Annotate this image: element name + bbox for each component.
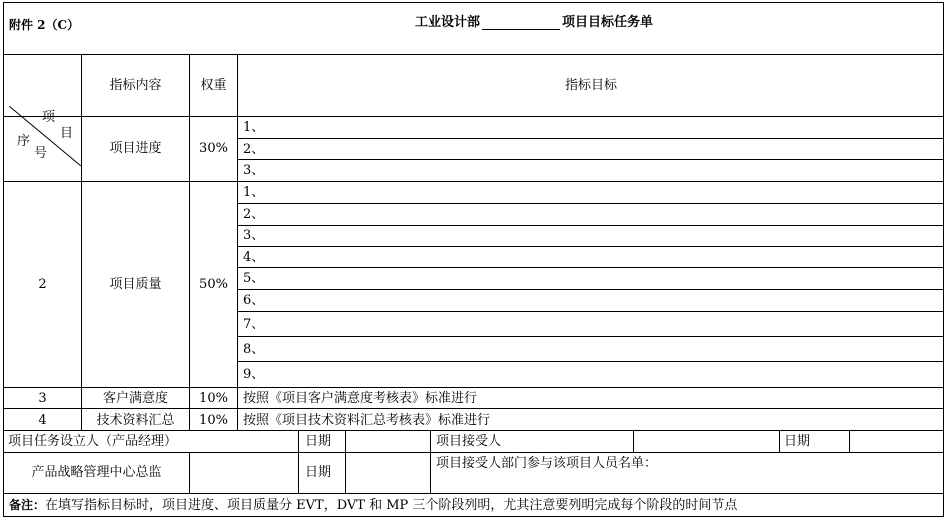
progress-item-3[interactable]: 3、	[243, 163, 265, 178]
quality-item-8[interactable]: 8、	[243, 342, 265, 357]
row-quality-name: 项目质量	[109, 277, 162, 292]
rule-quality-7	[237, 336, 944, 337]
quality-item-9[interactable]: 9、	[243, 367, 265, 382]
quality-item-2[interactable]: 2、	[243, 207, 265, 222]
col-rule-weight	[237, 54, 238, 430]
rule-satisfaction-end	[3, 408, 944, 409]
col-rule-date2-right	[849, 430, 850, 452]
quality-item-6[interactable]: 6、	[243, 293, 265, 308]
rule-quality-3	[237, 246, 944, 247]
col-head-weight: 权重	[200, 78, 227, 93]
row-tech-no: 4	[38, 413, 47, 428]
row-tech-name: 技术资料汇总	[96, 413, 175, 428]
diag-label-hao: 号	[34, 146, 48, 161]
row-satisfaction-target: 按照《项目客户满意度考核表》标准进行	[243, 391, 478, 406]
rule-quality-6	[237, 311, 944, 312]
col-rule-content	[189, 54, 190, 430]
receiver-label: 项目接受人	[436, 434, 502, 449]
col-head-content: 指标内容	[109, 78, 162, 93]
participants-label: 项目接受人部门参与该项目人员名单：	[436, 456, 658, 471]
col-rule-date-left	[298, 430, 299, 493]
title-suffix: 项目目标任务单	[562, 15, 654, 30]
rule-quality-5	[237, 289, 944, 290]
row-progress-weight: 30%	[199, 141, 228, 156]
col-rule-director	[189, 452, 190, 493]
rule-quality-1	[237, 203, 944, 204]
row-quality-weight: 50%	[199, 277, 228, 292]
quality-item-5[interactable]: 5、	[243, 271, 265, 286]
rule-progress-end	[3, 181, 944, 182]
quality-item-1[interactable]: 1、	[243, 185, 265, 200]
rule-quality-4	[237, 267, 944, 268]
col-rule-date-right	[345, 430, 346, 493]
director-date-label: 日期	[305, 465, 332, 480]
note-label: 备注：	[9, 498, 46, 512]
task-setter-label: 项目任务设立人（产品经理）	[8, 434, 178, 449]
row-satisfaction-weight: 10%	[199, 391, 228, 406]
project-name-blank[interactable]	[482, 15, 560, 30]
col-rule-receiver-value	[633, 430, 634, 452]
row-tech-target: 按照《项目技术资料汇总考核表》标准进行	[243, 413, 491, 428]
rule-signoff-1	[3, 452, 944, 453]
rule-quality-8	[237, 361, 944, 362]
note-text: 在填写指标目标时，项目进度、项目质量分 EVT，DVT 和 MP 三个阶段列明，尤其注意要列明完成每个阶段的时间节点	[45, 498, 738, 513]
diag-label-xu: 序	[17, 134, 31, 149]
rule-header	[3, 54, 944, 55]
rule-column-head	[3, 116, 944, 117]
receiver-date-label: 日期	[784, 434, 811, 449]
quality-item-3[interactable]: 3、	[243, 228, 265, 243]
col-rule-no	[81, 54, 82, 430]
attachment-label: 附件 2（C）	[9, 18, 80, 32]
diag-label-mu: 目	[60, 126, 74, 141]
rule-quality-2	[237, 225, 944, 226]
rule-progress-1	[237, 138, 944, 139]
progress-item-2[interactable]: 2、	[243, 142, 265, 157]
sheet-title	[415, 15, 653, 30]
diag-label-item: 项	[42, 110, 56, 125]
col-rule-date2-left	[779, 430, 780, 452]
setter-date-label: 日期	[305, 434, 332, 449]
col-head-target: 指标目标	[564, 78, 617, 93]
progress-item-1[interactable]: 1、	[243, 120, 265, 135]
row-satisfaction-no: 3	[38, 391, 47, 406]
director-label: 产品战略管理中心总监	[31, 465, 162, 480]
rule-progress-2	[237, 159, 944, 160]
row-satisfaction-name: 客户满意度	[102, 391, 168, 406]
title-department: 工业设计部	[415, 15, 481, 30]
quality-item-4[interactable]: 4、	[243, 250, 265, 265]
row-quality-no: 2	[38, 277, 47, 292]
row-progress-name: 项目进度	[109, 141, 162, 156]
rule-quality-end	[3, 387, 944, 388]
rule-tech-end	[3, 430, 944, 431]
quality-item-7[interactable]: 7、	[243, 317, 265, 332]
rule-signoff-end	[3, 493, 944, 494]
note-line	[9, 498, 737, 513]
row-tech-weight: 10%	[199, 413, 228, 428]
col-rule-receiver	[430, 430, 431, 493]
